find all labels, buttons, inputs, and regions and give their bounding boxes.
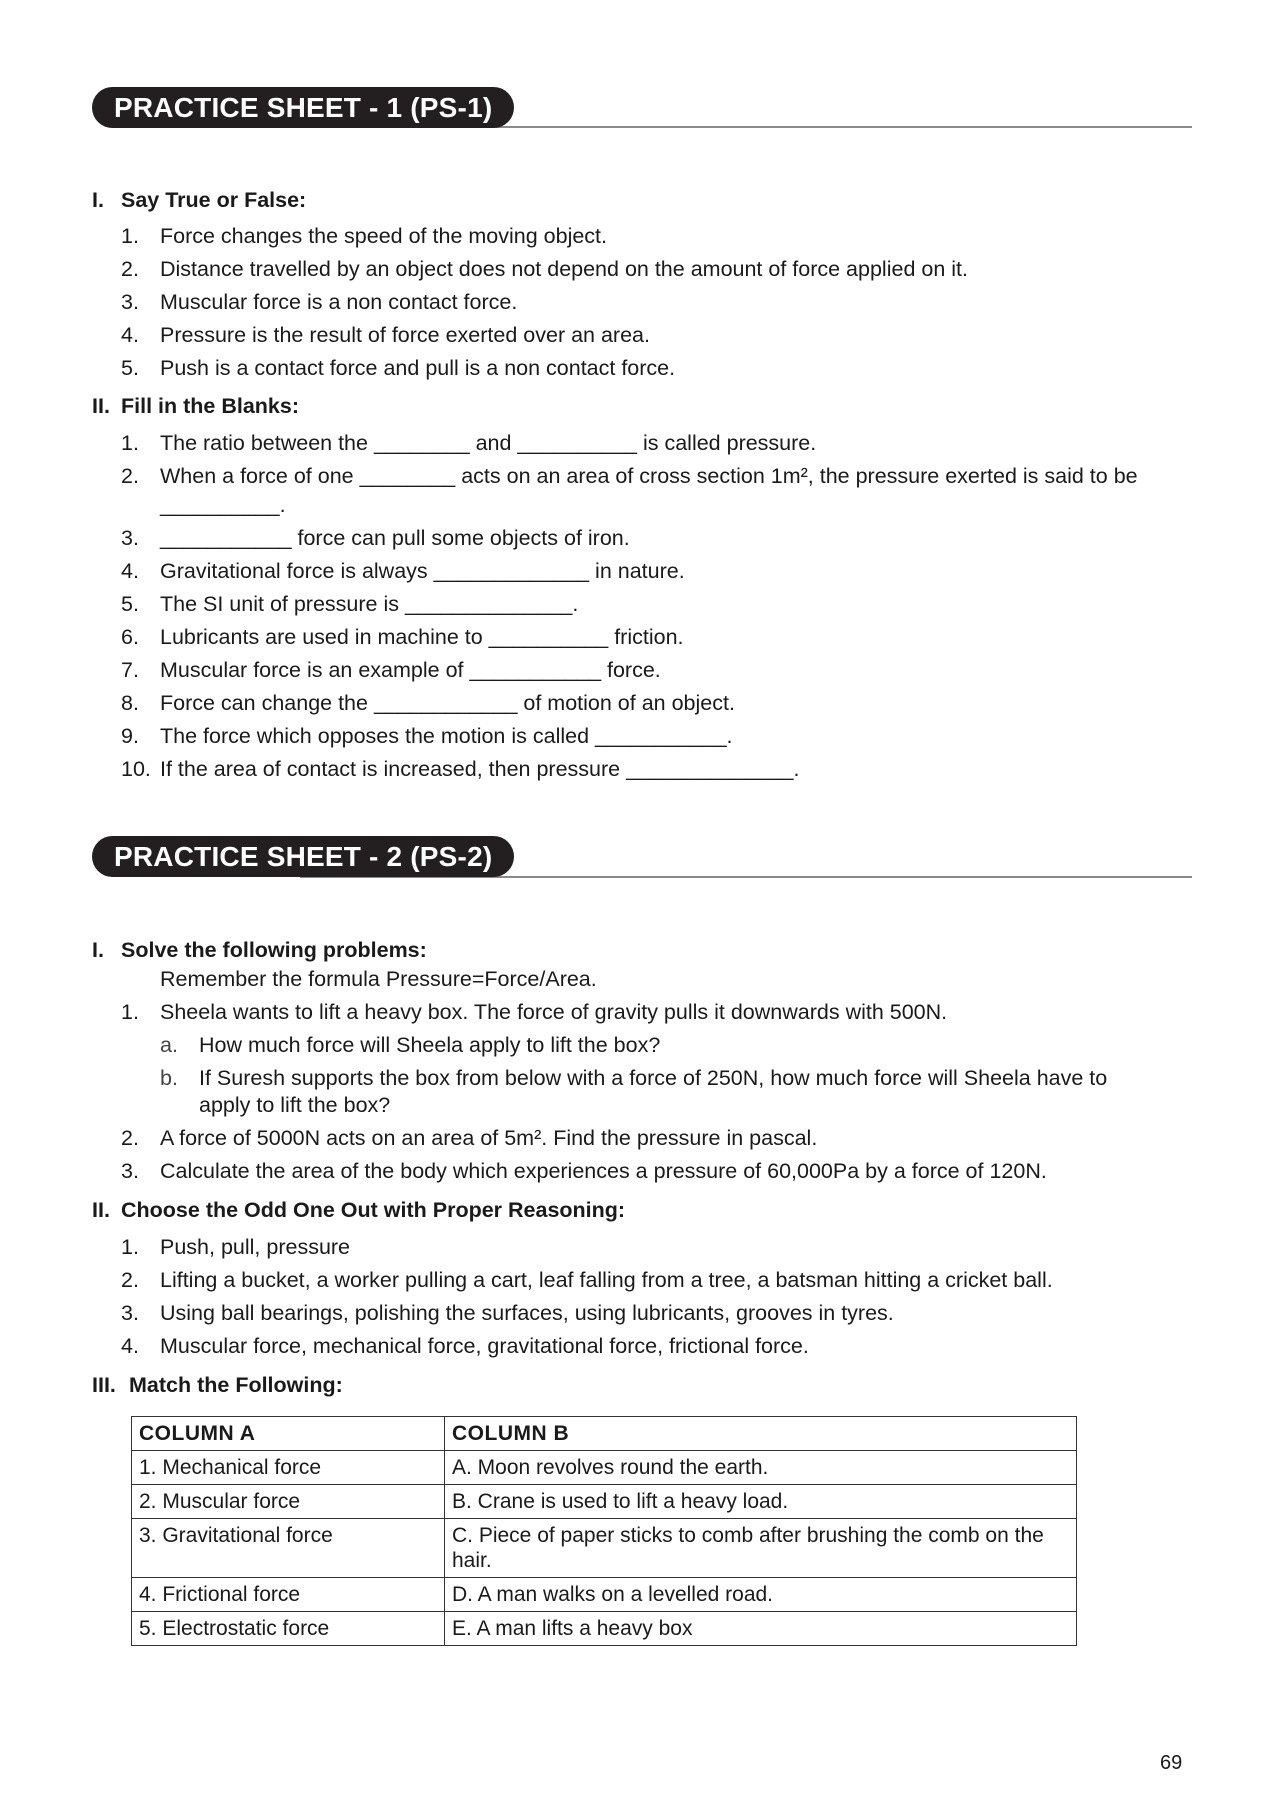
item-number: 4. — [121, 559, 139, 583]
column-b-cell: B. Crane is used to lift a heavy load. — [445, 1485, 1077, 1519]
column-a-cell: 1. Mechanical force — [132, 1451, 445, 1485]
table-row — [132, 1578, 1077, 1612]
table-row — [132, 1519, 1077, 1578]
table-row — [132, 1612, 1077, 1646]
list-item: Using ball bearings, polishing the surfaces, using lubricants, grooves in tyres. — [160, 1301, 894, 1325]
list-item: The ratio between the ________ and __________ is called pressure. — [160, 431, 817, 455]
item-number: 7. — [121, 658, 139, 682]
q3-num: 3. — [121, 1159, 139, 1183]
q2-text: A force of 5000N acts on an area of 5m². Find the pressure in pascal. — [160, 1126, 818, 1150]
item-number: 4. — [121, 1334, 139, 1358]
column-a-cell: 3. Gravitational force — [132, 1519, 445, 1578]
q1b-num: b. — [160, 1066, 178, 1090]
item-number: 10. — [121, 757, 151, 781]
q2-num: 2. — [121, 1126, 139, 1150]
item-number: 5. — [121, 592, 139, 616]
ps2-sec2-title: Choose the Odd One Out with Proper Reasoning: — [121, 1198, 626, 1222]
list-item: Pressure is the result of force exerted over an area. — [160, 323, 650, 347]
q1b-text-cont: apply to lift the box? — [199, 1093, 391, 1117]
list-item: Lubricants are used in machine to __________ friction. — [160, 625, 684, 649]
q1b-text: If Suresh supports the box from below with a force of 250N, how much force will Sheela have to — [199, 1066, 1108, 1090]
column-a-header: COLUMN A — [132, 1417, 445, 1451]
ps2-sec1-title: Solve the following problems: — [121, 938, 427, 962]
list-item: Muscular force is a non contact force. — [160, 290, 518, 314]
item-number: 2. — [121, 464, 139, 488]
column-b-cell: D. A man walks on a levelled road. — [445, 1578, 1077, 1612]
ps2-sec3-title: Match the Following: — [129, 1373, 343, 1397]
list-item: Push, pull, pressure — [160, 1235, 351, 1259]
list-item: If the area of contact is increased, then pressure ______________. — [160, 757, 800, 781]
list-item: Distance travelled by an object does not depend on the amount of force applied on it. — [160, 257, 968, 281]
list-item-cont: __________. — [160, 493, 286, 517]
list-item: Lifting a bucket, a worker pulling a cart, leaf falling from a tree, a batsman hitting a cricket ball. — [160, 1268, 1053, 1292]
item-number: 3. — [121, 290, 139, 314]
ps1-title: PRACTICE SHEET - 1 (PS-1) — [92, 87, 514, 128]
list-item: ___________ force can pull some objects of iron. — [160, 526, 630, 550]
item-number: 3. — [121, 1301, 139, 1325]
q1a-text: How much force will Sheela apply to lift the box? — [199, 1033, 661, 1057]
list-item: Gravitational force is always _____________ in nature. — [160, 559, 685, 583]
table-row — [132, 1451, 1077, 1485]
ps2-sec3-num: III. — [92, 1373, 116, 1397]
ps1-sec1-num: I. — [92, 188, 104, 212]
item-number: 1. — [121, 224, 139, 248]
ps2-title: PRACTICE SHEET - 2 (PS-2) — [92, 836, 514, 877]
column-a-cell: 5. Electrostatic force — [132, 1612, 445, 1646]
item-number: 5. — [121, 356, 139, 380]
list-item: Muscular force, mechanical force, gravitational force, frictional force. — [160, 1334, 809, 1358]
item-number: 6. — [121, 625, 139, 649]
page-number: 69 — [1160, 1752, 1183, 1774]
q1-text: Sheela wants to lift a heavy box. The force of gravity pulls it downwards with 500N. — [160, 1000, 948, 1024]
list-item: Push is a contact force and pull is a non contact force. — [160, 356, 676, 380]
q3-text: Calculate the area of the body which experiences a pressure of 60,000Pa by a force of 120N. — [160, 1159, 1047, 1183]
list-item: Force can change the ____________ of motion of an object. — [160, 691, 735, 715]
column-b-cell: E. A man lifts a heavy box — [445, 1612, 1077, 1646]
ps1-sec2-num: II. — [92, 394, 110, 418]
list-item: Muscular force is an example of ___________ force. — [160, 658, 661, 682]
item-number: 1. — [121, 431, 139, 455]
formula-note: Remember the formula Pressure=Force/Area. — [160, 967, 597, 991]
ps2-sec2-num: II. — [92, 1198, 110, 1222]
column-b-cell: A. Moon revolves round the earth. — [445, 1451, 1077, 1485]
column-a-cell: 2. Muscular force — [132, 1485, 445, 1519]
list-item: The SI unit of pressure is ______________. — [160, 592, 579, 616]
column-a-cell: 4. Frictional force — [132, 1578, 445, 1612]
item-number: 2. — [121, 257, 139, 281]
q1-num: 1. — [121, 1000, 139, 1024]
item-number: 9. — [121, 724, 139, 748]
column-b-header: COLUMN B — [445, 1417, 1077, 1451]
ps1-sec2-title: Fill in the Blanks: — [121, 394, 299, 418]
ps1-sec1-title: Say True or False: — [121, 188, 307, 212]
q1a-num: a. — [160, 1033, 178, 1057]
list-item: The force which opposes the motion is called ___________. — [160, 724, 733, 748]
match-table — [131, 1416, 1077, 1646]
item-number: 1. — [121, 1235, 139, 1259]
column-b-cell: C. Piece of paper sticks to comb after brushing the comb on the hair. — [445, 1519, 1077, 1578]
table-row — [132, 1485, 1077, 1519]
ps2-sec1-num: I. — [92, 938, 104, 962]
item-number: 4. — [121, 323, 139, 347]
item-number: 2. — [121, 1268, 139, 1292]
item-number: 8. — [121, 691, 139, 715]
list-item: Force changes the speed of the moving object. — [160, 224, 607, 248]
list-item: When a force of one ________ acts on an area of cross section 1m², the pressure exerted is said to be — [160, 464, 1138, 488]
item-number: 3. — [121, 526, 139, 550]
